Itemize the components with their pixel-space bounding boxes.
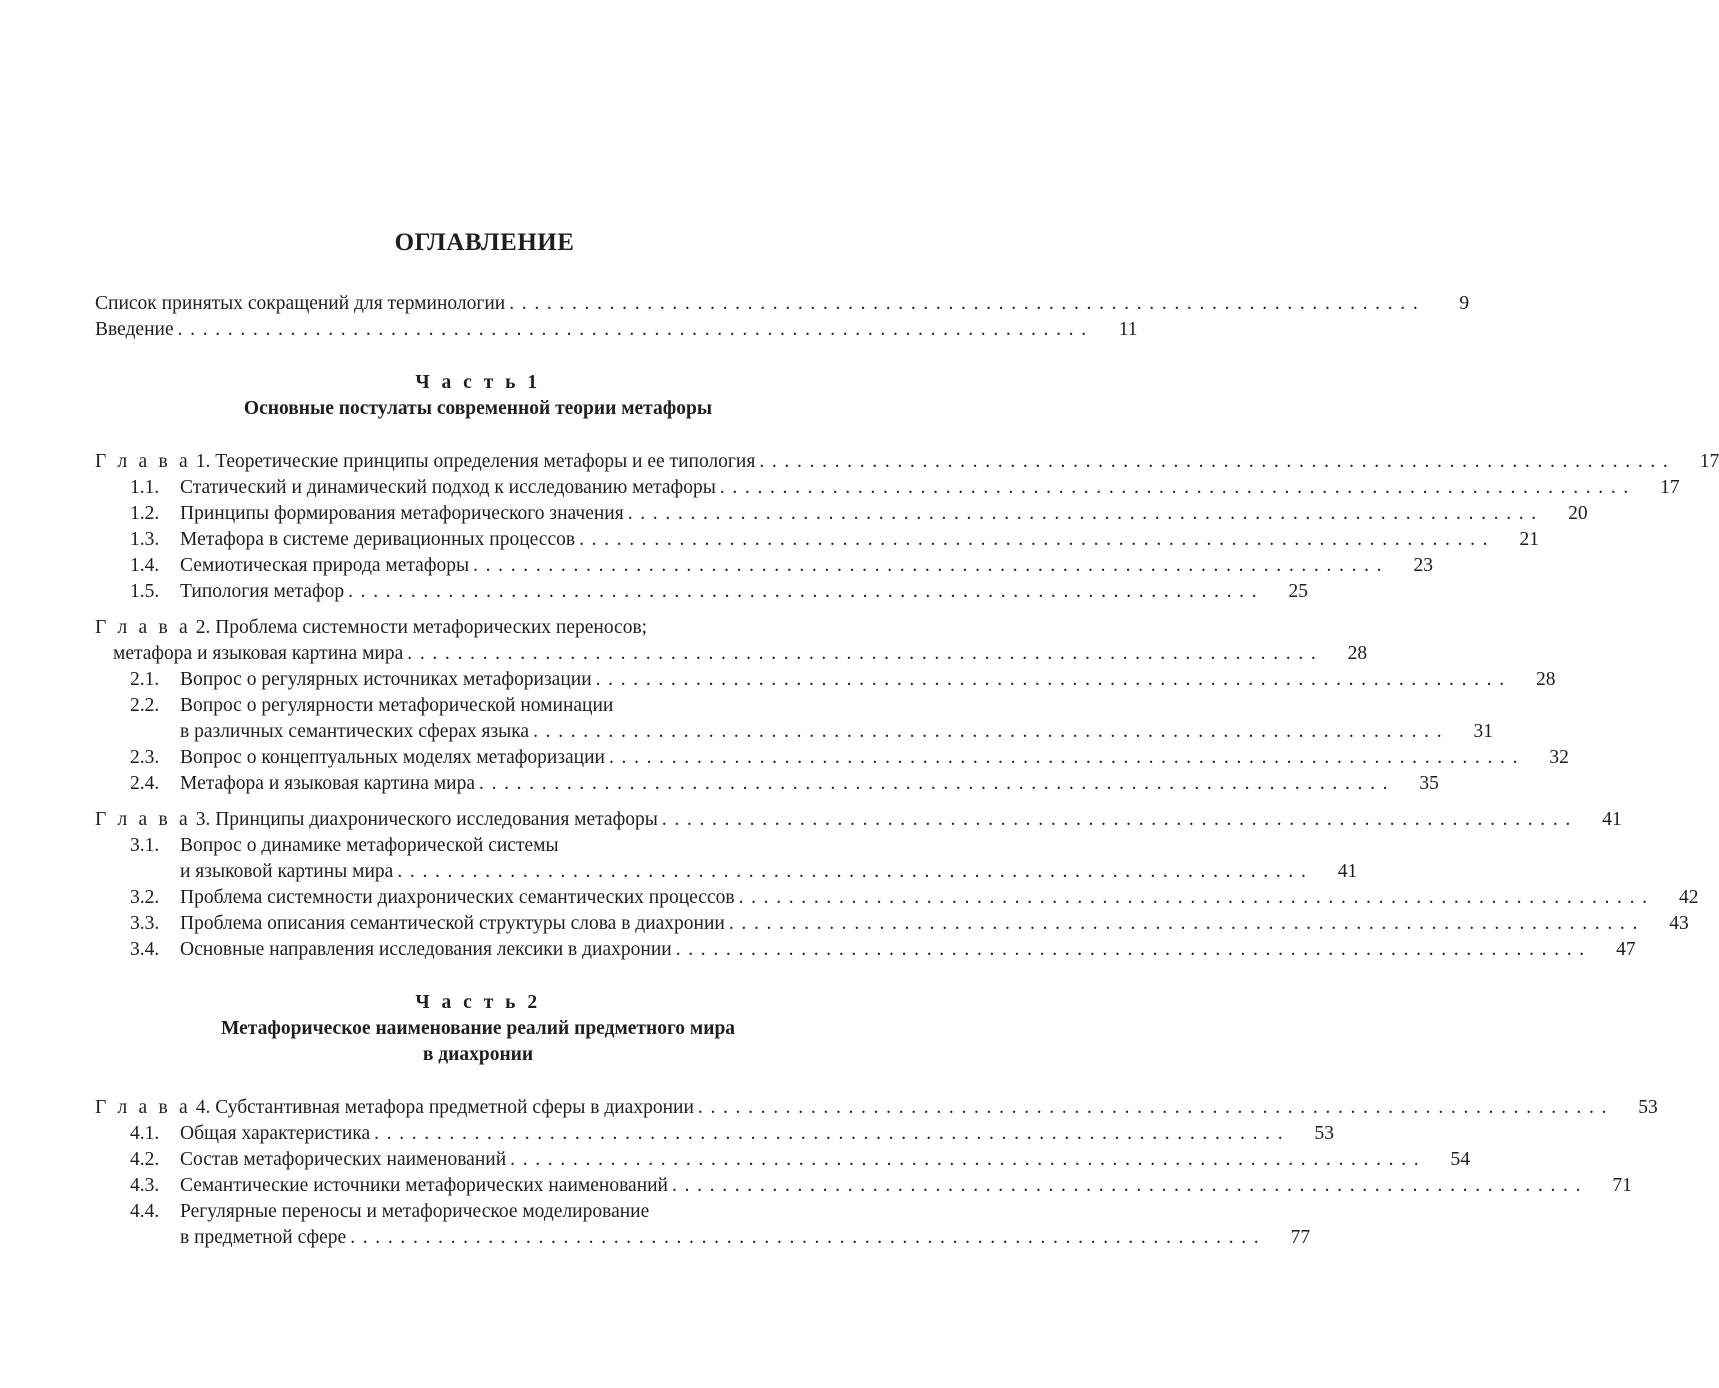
- dot-leader: . . . . . . . . . . . . . . . . . . . . . . . . . . . . . . . . . . . . . . . . . . . . . . . . . . . . . . . . . . . . . . . . . . . . . . . . .: [374, 1123, 1284, 1144]
- section-number: 1.4.: [130, 555, 160, 576]
- dot-leader: . . . . . . . . . . . . . . . . . . . . . . . . . . . . . . . . . . . . . . . . . . . . . . . . . . . . . . . . . . . . . . . . . . . . . . . . .: [759, 451, 1670, 472]
- dot-leader: . . . . . . . . . . . . . . . . . . . . . . . . . . . . . . . . . . . . . . . . . . . . . . . . . . . . . . . . . . . . . . . . . . . . . . . . .: [509, 293, 1420, 314]
- entry-title: Семиотическая природа метафоры: [180, 555, 470, 576]
- page-number: 47: [1616, 939, 1636, 960]
- page-number: 41: [1602, 809, 1622, 830]
- section-number: 3.1.: [130, 835, 160, 856]
- toc-entry-section[interactable]: [95, 1173, 1632, 1199]
- dot-leader: . . . . . . . . . . . . . . . . . . . . . . . . . . . . . . . . . . . . . . . . . . . . . . . . . . . . . . . . . . . . . . . . . . . . . . . . .: [177, 319, 1088, 340]
- entry-title: Статический и динамический подход к исследованию метафоры: [180, 477, 716, 498]
- toc-entry-section[interactable]: [95, 1225, 1311, 1251]
- page-number: 11: [1118, 319, 1138, 340]
- section-number: 2.2.: [130, 695, 160, 716]
- entry-title: Регулярные переносы и метафорическое моделирование: [180, 1201, 650, 1222]
- entry-title: Общая характеристика: [180, 1123, 371, 1144]
- toc-entry-section[interactable]: [95, 1147, 1471, 1173]
- entry-title: Состав метафорических наименований: [180, 1149, 507, 1170]
- toc-entry-section[interactable]: [95, 1199, 861, 1225]
- toc-entry-section[interactable]: [95, 579, 1308, 605]
- chapter-prefix: Г л а в а: [95, 617, 191, 638]
- page-number: 32: [1549, 747, 1569, 768]
- section-number: 3.2.: [130, 887, 160, 908]
- section-number: 3.4.: [130, 939, 160, 960]
- toc-entry-section[interactable]: [95, 745, 1569, 771]
- entry-title: Метафора в системе деривационных процессов: [180, 529, 576, 550]
- page-number: 71: [1612, 1175, 1632, 1196]
- dot-leader: . . . . . . . . . . . . . . . . . . . . . . . . . . . . . . . . . . . . . . . . . . . . . . . . . . . . . . . . . . . . . . . . . . . . . . . . .: [350, 1227, 1261, 1248]
- entry-title: Введение: [95, 319, 174, 340]
- page-number: 23: [1413, 555, 1433, 576]
- page-title: ОГЛАВЛЕНИЕ: [394, 229, 575, 256]
- dot-leader: . . . . . . . . . . . . . . . . . . . . . . . . . . . . . . . . . . . . . . . . . . . . . . . . . . . . . . . . . . . . . . . . . . . . . . . . .: [595, 669, 1506, 690]
- dot-leader: . . . . . . . . . . . . . . . . . . . . . . . . . . . . . . . . . . . . . . . . . . . . . . . . . . . . . . . . . . . . . . . . . . . . . . . . .: [579, 529, 1489, 550]
- part-label: Ч а с т ь 1: [415, 372, 541, 393]
- section-number: 1.1.: [130, 477, 160, 498]
- page-number: 17: [1660, 477, 1680, 498]
- page-number: 20: [1568, 503, 1588, 524]
- page-number: 9: [1459, 293, 1470, 314]
- entry-title: Вопрос о регулярных источниках метафоризации: [180, 669, 592, 690]
- toc-entry-chapter[interactable]: [95, 1095, 1658, 1121]
- entry-title: Вопрос о регулярности метафорической номинации: [180, 695, 614, 716]
- page-number: 31: [1473, 721, 1493, 742]
- dot-leader: . . . . . . . . . . . . . . . . . . . . . . . . . . . . . . . . . . . . . . . . . . . . . . . . . . . . . . . . . . . . . . . . . . . . . . . . .: [738, 887, 1649, 908]
- dot-leader: . . . . . . . . . . . . . . . . . . . . . . . . . . . . . . . . . . . . . . . . . . . . . . . . . . . . . . . . . . . . . . . . . . . . . . . . .: [627, 503, 1538, 524]
- section-number: 2.4.: [130, 773, 160, 794]
- page-number: 25: [1288, 581, 1308, 602]
- dot-leader: . . . . . . . . . . . . . . . . . . . . . . . . . . . . . . . . . . . . . . . . . . . . . . . . . . . . . . . . . . . . . . . . . . . . . . . . .: [661, 809, 1572, 830]
- entry-title: Вопрос о динамике метафорической системы: [180, 835, 559, 856]
- dot-leader: . . . . . . . . . . . . . . . . . . . . . . . . . . . . . . . . . . . . . . . . . . . . . . . . . . . . . . . . . . . . . . . . . . . . . . . . .: [473, 555, 1383, 576]
- dot-leader: . . . . . . . . . . . . . . . . . . . . . . . . . . . . . . . . . . . . . . . . . . . . . . . . . . . . . . . . . . . . . . . . . . . . . . . . .: [479, 773, 1389, 794]
- toc-entry-chapter[interactable]: [95, 641, 1368, 667]
- page-number: 42: [1678, 887, 1699, 908]
- section-number: 4.4.: [130, 1201, 160, 1222]
- toc-entry-section[interactable]: [95, 771, 1439, 797]
- entry-title: [95, 615, 647, 641]
- toc-entry-section[interactable]: [95, 1121, 1334, 1147]
- chapter-title: 4. Субстантивная метафора предметной сферы в диахронии: [195, 1097, 694, 1118]
- toc-entry-section[interactable]: [95, 553, 1433, 579]
- chapter-title: 2. Проблема системности метафорических переносов;: [195, 617, 648, 638]
- chapter-prefix: Г л а в а: [95, 451, 191, 472]
- dot-leader: . . . . . . . . . . . . . . . . . . . . . . . . . . . . . . . . . . . . . . . . . . . . . . . . . . . . . . . . . . . . . . . . . . . . . . . . .: [675, 939, 1586, 960]
- section-number: 1.3.: [130, 529, 160, 550]
- toc-entry-chapter[interactable]: [95, 807, 1622, 833]
- entry-title: Проблема описания семантической структуры слова в диахронии: [180, 913, 725, 934]
- dot-leader: . . . . . . . . . . . . . . . . . . . . . . . . . . . . . . . . . . . . . . . . . . . . . . . . . . . . . . . . . . . . . . . . . . . . . . . . .: [510, 1149, 1421, 1170]
- entry-title: Метафора и языковая картина мира: [180, 773, 476, 794]
- toc-entry-section[interactable]: [95, 693, 861, 719]
- dot-leader: . . . . . . . . . . . . . . . . . . . . . . . . . . . . . . . . . . . . . . . . . . . . . . . . . . . . . . . . . . . . . . . . . . . . . . . . .: [397, 861, 1308, 882]
- dot-leader: . . . . . . . . . . . . . . . . . . . . . . . . . . . . . . . . . . . . . . . . . . . . . . . . . . . . . . . . . . . . . . . . . . . . . . . . .: [719, 477, 1630, 498]
- chapter-prefix: Г л а в а: [95, 809, 191, 830]
- chapter-title: 3. Принципы диахронического исследования метафоры: [195, 809, 658, 830]
- chapter-prefix: Г л а в а: [95, 1097, 191, 1118]
- entry-title: Вопрос о концептуальных моделях метафоризации: [180, 747, 605, 768]
- section-number: 1.5.: [130, 581, 160, 602]
- entry-title: [95, 1095, 694, 1121]
- part-title: Метафорическое наименование реалий предметного мира: [220, 1018, 736, 1039]
- toc-entry-section[interactable]: [95, 527, 1539, 553]
- page-number: 53: [1314, 1123, 1334, 1144]
- toc-entry-section[interactable]: [95, 475, 1680, 501]
- toc-entry-chapter[interactable]: [95, 449, 1719, 475]
- page-number: 17: [1699, 451, 1719, 472]
- dot-leader: . . . . . . . . . . . . . . . . . . . . . . . . . . . . . . . . . . . . . . . . . . . . . . . . . . . . . . . . . . . . . . . . . . . . . . . . .: [672, 1175, 1582, 1196]
- page-number: 41: [1337, 861, 1358, 882]
- entry-title: метафора и языковая картина мира: [113, 643, 404, 664]
- toc-entry-section[interactable]: [95, 911, 1689, 937]
- page-number: 53: [1638, 1097, 1658, 1118]
- toc-entry-section[interactable]: [95, 937, 1636, 963]
- chapter-title: 1. Теоретические принципы определения метафоры и ее типология: [195, 451, 756, 472]
- toc-entry-front[interactable]: [95, 317, 1138, 343]
- section-number: 2.3.: [130, 747, 160, 768]
- entry-title: в предметной сфере: [180, 1227, 347, 1248]
- entry-title: Принципы формирования метафорического значения: [180, 503, 624, 524]
- entry-title: в различных семантических сферах языка: [180, 721, 530, 742]
- entry-title: [95, 807, 658, 833]
- dot-leader: . . . . . . . . . . . . . . . . . . . . . . . . . . . . . . . . . . . . . . . . . . . . . . . . . . . . . . . . . . . . . . . . . . . . . . . . .: [608, 747, 1519, 768]
- dot-leader: . . . . . . . . . . . . . . . . . . . . . . . . . . . . . . . . . . . . . . . . . . . . . . . . . . . . . . . . . . . . . . . . . . . . . . . . .: [728, 913, 1639, 934]
- part-title: Основные постулаты современной теории метафоры: [243, 398, 713, 419]
- entry-title: Основные направления исследования лексики в диахронии: [180, 939, 672, 960]
- entry-title: [95, 449, 755, 475]
- toc-entry-front[interactable]: [95, 291, 1470, 317]
- section-number: 3.3.: [130, 913, 160, 934]
- section-number: 4.1.: [130, 1123, 160, 1144]
- dot-leader: . . . . . . . . . . . . . . . . . . . . . . . . . . . . . . . . . . . . . . . . . . . . . . . . . . . . . . . . . . . . . . . . . . . . . . . . .: [407, 643, 1318, 664]
- page-number: 21: [1519, 529, 1539, 550]
- entry-title: Проблема системности диахронических семантических процессов: [180, 887, 735, 908]
- entry-title: Типология метафор: [180, 581, 345, 602]
- section-number: 2.1.: [130, 669, 160, 690]
- toc-entry-section[interactable]: [95, 719, 1493, 745]
- part-title: в диахронии: [422, 1044, 534, 1065]
- toc-entry-chapter[interactable]: [95, 615, 861, 641]
- page-number: 28: [1536, 669, 1556, 690]
- dot-leader: . . . . . . . . . . . . . . . . . . . . . . . . . . . . . . . . . . . . . . . . . . . . . . . . . . . . . . . . . . . . . . . . . . . . . . . . .: [348, 581, 1258, 602]
- entry-title: Список принятых сокращений для терминологии: [95, 293, 506, 314]
- page-number: 43: [1669, 913, 1689, 934]
- toc-entry-section[interactable]: [95, 859, 1358, 885]
- page-number: 77: [1290, 1227, 1311, 1248]
- section-number: 4.2.: [130, 1149, 160, 1170]
- page-number: 54: [1450, 1149, 1471, 1170]
- page-number: 35: [1419, 773, 1439, 794]
- dot-leader: . . . . . . . . . . . . . . . . . . . . . . . . . . . . . . . . . . . . . . . . . . . . . . . . . . . . . . . . . . . . . . . . . . . . . . . . .: [533, 721, 1443, 742]
- toc-entry-section[interactable]: [95, 885, 1699, 911]
- part-label: Ч а с т ь 2: [415, 992, 541, 1013]
- entry-title: Семантические источники метафорических наименований: [180, 1175, 668, 1196]
- toc-entry-section[interactable]: [95, 667, 1556, 693]
- section-number: 4.3.: [130, 1175, 160, 1196]
- dot-leader: . . . . . . . . . . . . . . . . . . . . . . . . . . . . . . . . . . . . . . . . . . . . . . . . . . . . . . . . . . . . . . . . . . . . . . . . .: [697, 1097, 1608, 1118]
- page-number: 28: [1347, 643, 1368, 664]
- section-number: 1.2.: [130, 503, 160, 524]
- table-of-contents: [95, 291, 1719, 1251]
- toc-entry-section[interactable]: [95, 833, 861, 859]
- entry-title: и языковой картины мира: [180, 861, 394, 882]
- toc-entry-section[interactable]: [95, 501, 1588, 527]
